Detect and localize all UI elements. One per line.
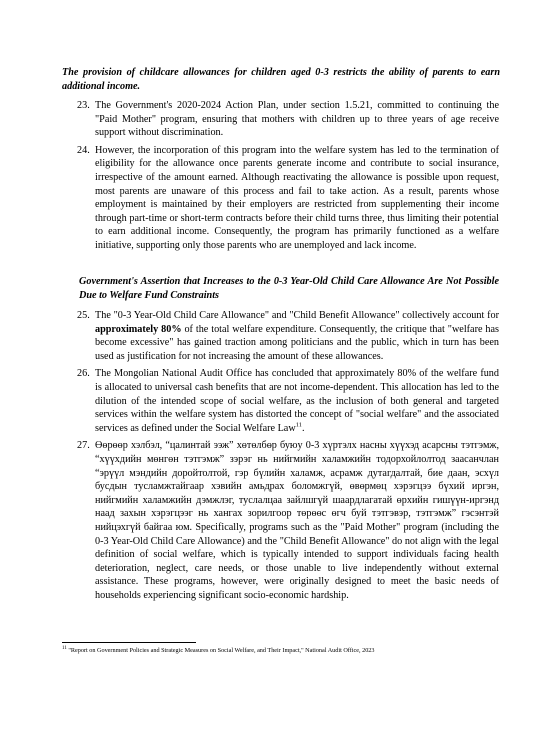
item-text-bold: approximately 80%	[95, 323, 182, 335]
item-number: 27.	[77, 440, 90, 452]
item-number: 23.	[77, 100, 90, 111]
item-text-before: The "0-3 Year-Old Child Care Allowance" and "Child Benefit Allowance" collectively account for	[95, 310, 499, 321]
footnote	[62, 647, 502, 655]
item-text-tail: .	[301, 422, 305, 434]
section-heading-welfare-fund: Government's Assertion that Increases to the 0-3 Year-Old Child Care Allowance Are Not Possible Due to Welfare Fund Constraints	[79, 276, 499, 301]
footnote-separator	[62, 642, 196, 643]
list-item-27	[62, 439, 499, 602]
footnote-reference[interactable]: 11	[295, 421, 302, 429]
item-number: 25.	[77, 310, 90, 321]
list-item-26	[62, 367, 499, 435]
item-text: Өөрөөр хэлбэл, “цалинтай ээж” хөтөлбөр буюу 0-3 хүртэлх насны хүүхэд асарсны тэтгэмж, “хүүхдийн мөнгөн тэтгэмж” зэрэг нь нийгмийн халамжийн тодорхойлолтод заасанчлан “эрүүл мэндийн доройтолтой, гэр бүлийн халамж, асрамж дутагдалтай, бие даан, эсхүл бусдын тусламжтайгаар хэвийн амьдрах боломжгүй, өвөрмөц хэрэгцээ бүхий иргэн, нийгмийн халамжийн дэмжлэг, туслалцаа зайлшгүй шаардлагатай өрхийн гишүүн-иргэнд наад захын хэрэгцээг нь хангах зорилгоор төрөөс өгч буй тэтгэвэр, тэтгэмж” гэсэнтэй нийцэхгүй байгаа юм. Specifically, programs such as the "Paid Mother" program (including the 0-3 Year-Old Child Care Allowance) and the "Child Benefit Allowance" do not align with the legal definition of social welfare, which is typically intended to support individuals facing health deterioration, neglect, care needs, or those unable to live independently without external assistance. These programs, however, were originally designed to meet the basic needs of households experiencing significant socio-economic hardship.	[95, 440, 499, 601]
list-item-25	[62, 309, 499, 363]
item-text: The Government's 2020-2024 Action Plan, under section 1.5.21, committed to continuing the "Paid Mother" program, ensuring that mothers with children up to three years of age receive support without discrimination.	[95, 100, 499, 139]
item-text: The Mongolian National Audit Office has concluded that approximately 80% of the welfare fund is allocated to universal cash benefits that are not income-dependent. This allocation has led to the dilution of the intended scope of social welfare, as the inclusion of both general and targeted services within the welfare system has distorted the concept of "social welfare" and the associated services as defined under the Social Welfare Law	[95, 368, 499, 434]
item-number: 26.	[77, 368, 90, 380]
footnote-number: 11	[62, 645, 67, 651]
list-item-24	[62, 144, 499, 253]
footnote-text: "Report on Government Policies and Strategic Measures on Social Welfare, and Their Impact," National Audit Office, 2023	[66, 647, 375, 654]
numbered-list-2	[62, 309, 499, 606]
numbered-list-1	[62, 99, 499, 257]
item-number: 24.	[77, 144, 90, 156]
item-text-after: of the total welfare expenditure. Consequently, the critique that "welfare has become excessive" has gained traction among politicians and the public, which in turn has been used as justification for not increasing the amount of these allowances.	[95, 323, 500, 362]
section-heading-childcare: The provision of childcare allowances for children aged 0-3 restricts the ability of parents to earn additional income.	[62, 67, 500, 92]
list-item-23	[62, 99, 499, 140]
item-text: However, the incorporation of this program into the welfare system has led to the termination of eligibility for the allowance once parents generate income and contribute to social insurance, irrespective of the amount earned. Although reactivating the allowance is possible upon request, most parents are unaware of this process and fail to take action. As a result, parents whose employment is maintained by their employers are restricted from supplementing their income through part-time or short-term contracts before their child turns three, thus limiting their potential to earn additional income. Consequently, the program has primarily functioned as a welfare initiative, supporting only those parents who are unemployed and lack income.	[95, 144, 499, 251]
